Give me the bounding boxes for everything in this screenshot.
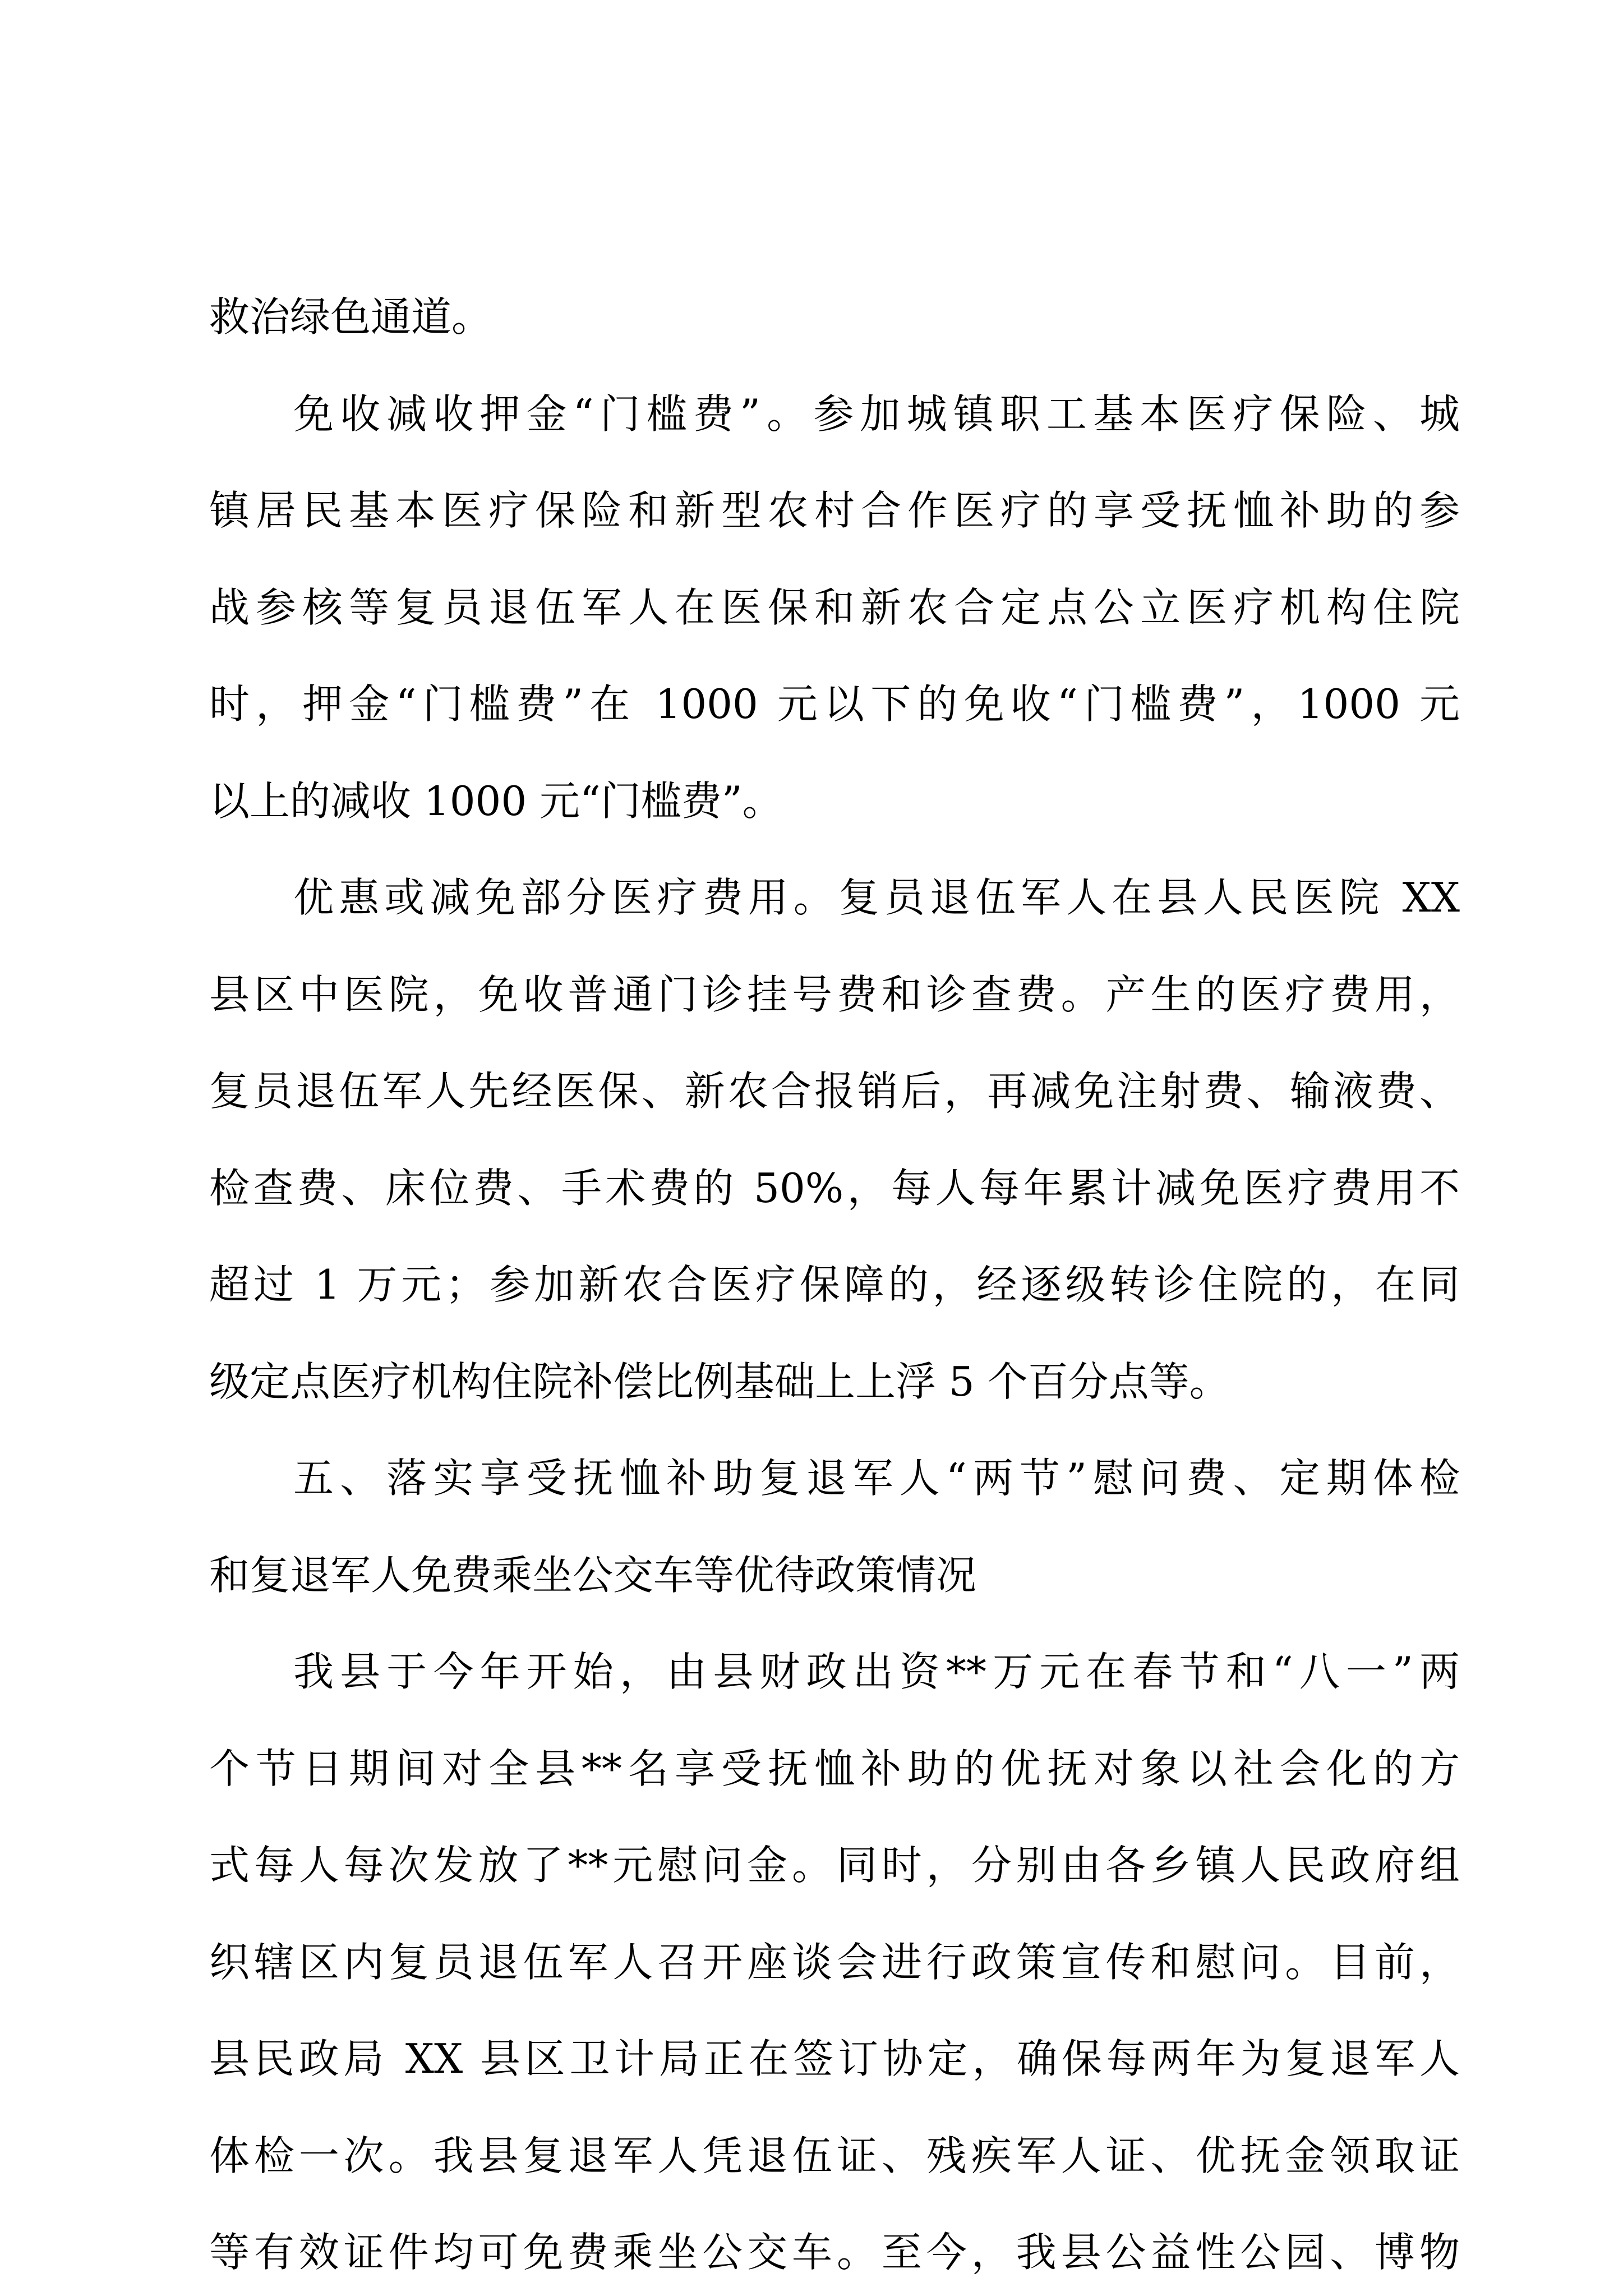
paragraph-first-line: 我县于今年开始，由县财政出资**万元在春节和“八一”两	[293, 1648, 1460, 1695]
text-line: 复员退伍军人先经医保、新农合报销后，再减免注射费、输液费、	[209, 1068, 1460, 1115]
text-line: 县民政局 XX 县区卫计局正在签订协定，确保每两年为复退军人	[209, 2035, 1460, 2082]
text-line: 级定点医疗机构住院补偿比例基础上上浮 5 个百分点等。	[209, 1358, 1230, 1405]
text-line: 时，押金“门槛费”在 1000 元以下的免收“门槛费”，1000 元	[209, 680, 1460, 728]
text-line: 织辖区内复员退伍军人召开座谈会进行政策宣传和慰问。目前，	[209, 1939, 1460, 1986]
paragraph-first-line: 优惠或减免部分医疗费用。复员退伍军人在县人民医院 XX	[293, 874, 1460, 921]
text-line: 体检一次。我县复退军人凭退伍证、残疾军人证、优抚金领取证	[209, 2132, 1460, 2179]
text-line: 式每人每次发放了**元慰问金。同时，分别由各乡镇人民政府组	[209, 1842, 1460, 1889]
text-line: 战参核等复员退伍军人在医保和新农合定点公立医疗机构住院	[209, 584, 1460, 631]
text-line: 以上的减收 1000 元“门槛费”。	[209, 777, 783, 825]
section-heading-line: 五、落实享受抚恤补助复退军人“两节”慰问费、定期体检	[293, 1455, 1460, 1502]
text-line: 检查费、床位费、手术费的 50%，每人每年累计减免医疗费用不	[209, 1165, 1460, 1212]
text-line: 镇居民基本医疗保险和新型农村合作医疗的享受抚恤补助的参	[209, 487, 1460, 534]
text-line: 超过 1 万元；参加新农合医疗保障的，经逐级转诊住院的，在同	[209, 1261, 1460, 1308]
text-line: 救治绿色通道。	[209, 293, 492, 341]
text-line: 个节日期间对全县**名享受抚恤补助的优抚对象以社会化的方	[209, 1745, 1460, 1792]
section-heading-line: 和复退军人免费乘坐公交车等优待政策情况	[209, 1552, 977, 1599]
text-line: 县区中医院，免收普通门诊挂号费和诊查费。产生的医疗费用，	[209, 971, 1460, 1018]
paragraph-first-line: 免收减收押金“门槛费”。参加城镇职工基本医疗保险、城	[293, 390, 1460, 438]
text-line: 等有效证件均可免费乘坐公交车。至今，我县公益性公园、博物	[209, 2229, 1460, 2276]
